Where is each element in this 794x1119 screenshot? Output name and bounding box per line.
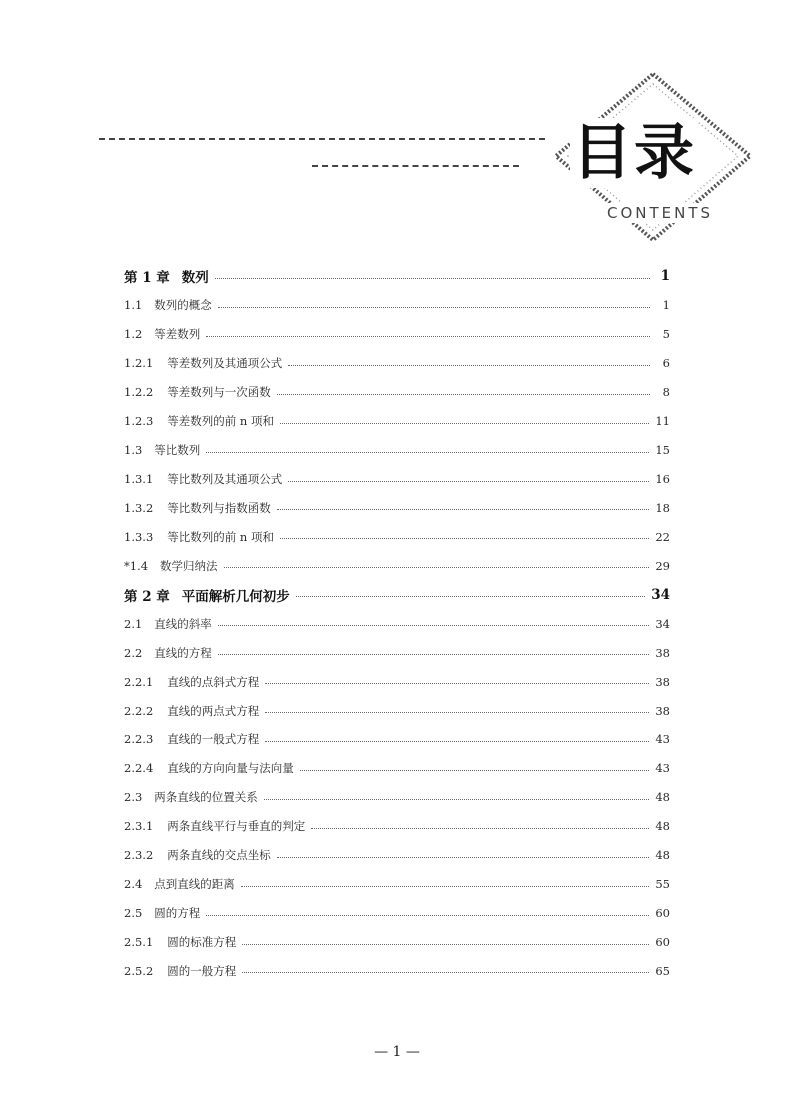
toc-entry[interactable] — [124, 580, 670, 609]
toc-entry-title: 平面解析几何初步 — [181, 588, 290, 605]
toc-entry-title: 圆的方程 — [154, 906, 201, 921]
toc-entry-page: 29 — [655, 558, 670, 573]
toc-entry-title: 两条直线的位置关系 — [154, 790, 258, 805]
toc-entry-title: 圆的标准方程 — [167, 935, 237, 950]
toc-entry-title: 直线的点斜式方程 — [167, 674, 260, 689]
toc-entry-title: 圆的一般方程 — [167, 963, 237, 978]
toc-entry-title: 等差数列的前 n 项和 — [167, 414, 274, 429]
header-rule-long — [99, 138, 545, 140]
toc-entry[interactable] — [124, 667, 670, 696]
toc-entry-title: 直线的两点式方程 — [167, 703, 260, 718]
toc-entry-page: 1 — [662, 298, 670, 313]
toc-entry-number: 1.1 — [124, 298, 143, 313]
toc-entry-number: 1.2.1 — [124, 356, 154, 371]
toc-entry-title: 数列 — [181, 270, 209, 287]
toc-entry-number: 2.5.2 — [124, 963, 154, 978]
toc-entry-page: 38 — [655, 645, 670, 660]
toc-entry[interactable] — [124, 812, 670, 841]
toc-leader-dots — [277, 509, 650, 510]
toc-leader-dots — [265, 683, 649, 684]
toc-entry[interactable] — [124, 754, 670, 783]
toc-leader-dots — [224, 567, 650, 568]
toc-entry-page: 5 — [662, 327, 670, 342]
toc-entry-page: 65 — [655, 963, 670, 978]
page-title: 目录 — [572, 118, 696, 188]
toc-entry-number: 2.3.2 — [124, 848, 154, 863]
toc-entry-number: 1.3 — [124, 443, 143, 458]
toc-entry-page: 60 — [655, 935, 670, 950]
toc-entry[interactable] — [124, 320, 670, 349]
toc-entry-title: 直线的斜率 — [154, 616, 212, 631]
toc-entry[interactable] — [124, 378, 670, 407]
toc-entry[interactable] — [124, 899, 670, 928]
toc-leader-dots — [206, 915, 649, 916]
toc-entry-number: 2.3.1 — [124, 819, 154, 834]
toc-leader-dots — [264, 799, 650, 800]
toc-entry-title: 两条直线的交点坐标 — [167, 848, 271, 863]
toc-entry-page: 34 — [655, 616, 670, 631]
toc-leader-dots — [241, 886, 650, 887]
toc-entry-title: 直线的一般式方程 — [167, 732, 260, 747]
toc-entry-title: 点到直线的距离 — [154, 877, 235, 892]
toc-entry-number: 1.2.3 — [124, 414, 154, 429]
toc-entry-number: 2.1 — [124, 616, 143, 631]
toc-leader-dots — [218, 307, 650, 308]
toc-entry-title: 等差数列及其通项公式 — [167, 356, 283, 371]
toc-entry-page: 48 — [655, 790, 670, 805]
toc-entry[interactable] — [124, 783, 670, 812]
toc-entry-number: 1.3.3 — [124, 529, 154, 544]
toc-entry-number: 2.2.2 — [124, 703, 154, 718]
toc-leader-dots — [265, 741, 649, 742]
toc-leader-dots — [288, 481, 649, 482]
toc-entry-number: *1.4 — [124, 558, 149, 573]
toc-leader-dots — [277, 857, 650, 858]
toc-entry-number: 1.2 — [124, 327, 143, 342]
toc-leader-dots — [296, 596, 645, 597]
toc-entry-page: 1 — [660, 268, 670, 285]
toc-entry[interactable] — [124, 291, 670, 320]
toc-leader-dots — [265, 712, 649, 713]
page-subtitle: CONTENTS — [592, 203, 728, 223]
table-of-contents — [124, 262, 670, 985]
toc-entry-page: 43 — [655, 732, 670, 747]
toc-entry-title: 等比数列及其通项公式 — [167, 472, 283, 487]
toc-entry-number: 2.2.1 — [124, 674, 154, 689]
toc-entry-page: 38 — [655, 674, 670, 689]
toc-leader-dots — [311, 828, 649, 829]
toc-entry-page: 15 — [655, 443, 670, 458]
toc-entry-page: 16 — [655, 472, 670, 487]
toc-entry-page: 34 — [651, 586, 670, 603]
toc-entry[interactable] — [124, 609, 670, 638]
toc-leader-dots — [206, 452, 649, 453]
toc-entry-title: 等差数列 — [154, 327, 201, 342]
toc-entry-page: 43 — [655, 761, 670, 776]
toc-entry-title: 数学归纳法 — [160, 558, 218, 573]
toc-entry-number: 第 2 章 — [124, 588, 170, 605]
header-rule-short — [312, 165, 519, 167]
toc-entry-number: 1.2.2 — [124, 385, 154, 400]
toc-entry-number: 1.3.2 — [124, 500, 154, 515]
toc-entry-page: 55 — [655, 877, 670, 892]
toc-entry-title: 数列的概念 — [154, 298, 212, 313]
toc-entry-title: 直线的方程 — [154, 645, 212, 660]
toc-entry-number: 第 1 章 — [124, 270, 170, 287]
toc-entry-page: 38 — [655, 703, 670, 718]
toc-entry-title: 等比数列的前 n 项和 — [167, 529, 274, 544]
toc-entry-title: 等差数列与一次函数 — [167, 385, 271, 400]
toc-entry[interactable] — [124, 725, 670, 754]
toc-entry[interactable] — [124, 349, 670, 378]
toc-entry-number: 1.3.1 — [124, 472, 154, 487]
toc-entry-page: 18 — [655, 500, 670, 515]
toc-leader-dots — [206, 336, 650, 337]
toc-leader-dots — [277, 394, 650, 395]
toc-entry[interactable] — [124, 551, 670, 580]
toc-entry-page: 48 — [655, 819, 670, 834]
toc-leader-dots — [218, 625, 650, 626]
toc-entry[interactable] — [124, 841, 670, 870]
toc-entry[interactable] — [124, 262, 670, 291]
toc-entry-title: 直线的方向向量与法向量 — [167, 761, 294, 776]
toc-entry-title: 等比数列与指数函数 — [167, 500, 271, 515]
toc-entry-page: 6 — [662, 356, 670, 371]
toc-entry-number: 2.2.3 — [124, 732, 154, 747]
toc-entry-page: 11 — [655, 414, 670, 429]
toc-entry[interactable] — [124, 870, 670, 899]
toc-leader-dots — [280, 538, 649, 539]
toc-entry-title: 两条直线平行与垂直的判定 — [167, 819, 306, 834]
toc-entry[interactable] — [124, 638, 670, 667]
toc-leader-dots — [242, 944, 649, 945]
toc-entry[interactable] — [124, 465, 670, 494]
toc-entry-page: 22 — [655, 529, 670, 544]
toc-entry[interactable] — [124, 407, 670, 436]
toc-entry-number: 2.5.1 — [124, 935, 154, 950]
toc-entry-page: 60 — [655, 906, 670, 921]
page-number: — 1 — — [374, 1044, 420, 1060]
toc-entry-page: 48 — [655, 848, 670, 863]
toc-entry[interactable] — [124, 696, 670, 725]
toc-leader-dots — [300, 770, 650, 771]
toc-entry-number: 2.3 — [124, 790, 143, 805]
toc-entry-title: 等比数列 — [154, 443, 201, 458]
toc-entry[interactable] — [124, 436, 670, 465]
toc-leader-dots — [242, 972, 649, 973]
toc-entry-number: 2.2 — [124, 645, 143, 660]
toc-entry[interactable] — [124, 522, 670, 551]
toc-entry-page: 8 — [662, 385, 670, 400]
toc-leader-dots — [215, 278, 650, 279]
toc-leader-dots — [280, 423, 649, 424]
toc-entry-number: 2.4 — [124, 877, 143, 892]
toc-entry[interactable] — [124, 928, 670, 957]
toc-entry[interactable] — [124, 494, 670, 523]
toc-entry-number: 2.2.4 — [124, 761, 154, 776]
toc-leader-dots — [288, 365, 650, 366]
toc-entry[interactable] — [124, 957, 670, 986]
toc-entry-number: 2.5 — [124, 906, 143, 921]
toc-leader-dots — [218, 654, 650, 655]
